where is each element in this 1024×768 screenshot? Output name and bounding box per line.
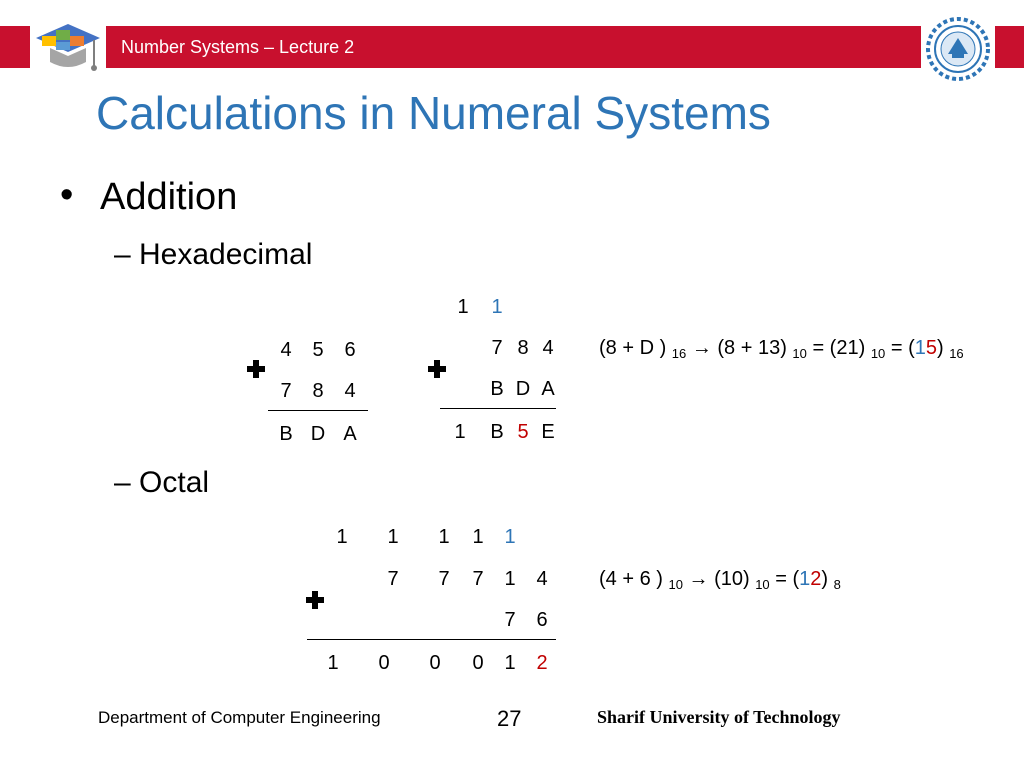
result-digit: 1 bbox=[454, 421, 466, 443]
octal-conversion-expression: (4 + 6 ) $_{10}$ → (10) $_{10}$ = (12) $_8$ bbox=[599, 568, 841, 592]
slide-title: Calculations in Numeral Systems bbox=[96, 87, 771, 139]
digit: B bbox=[490, 378, 504, 400]
lecture-title: Number Systems – Lecture 2 bbox=[121, 37, 355, 57]
carry-digit: 1 bbox=[438, 526, 450, 548]
result-digit: D bbox=[310, 423, 326, 445]
digit: 4 bbox=[536, 568, 548, 590]
result-digit: B bbox=[490, 421, 504, 443]
carry-digit: 1 bbox=[504, 526, 516, 548]
digit: D bbox=[515, 378, 531, 400]
digit: 7 bbox=[438, 568, 450, 590]
result-digit: 0 bbox=[429, 652, 441, 674]
digit: 4 bbox=[280, 339, 292, 361]
carry-digit: 1 bbox=[387, 526, 399, 548]
sum-line bbox=[307, 639, 556, 640]
hex-conversion-expression: (8 + D ) $_{16}$ → (8 + 13) $_{10}$ = (21) $_{10}$ = (15) $_{16}$ bbox=[599, 337, 964, 361]
digit: 7 bbox=[491, 337, 503, 359]
result-digit: A bbox=[343, 423, 357, 445]
digit: 7 bbox=[504, 609, 516, 631]
digit: 1 bbox=[504, 568, 516, 590]
result-digit: 2 bbox=[536, 652, 548, 674]
carry-digit: 1 bbox=[336, 526, 348, 548]
digit: 7 bbox=[387, 568, 399, 590]
sub-bullet-octal: – Octal bbox=[114, 466, 210, 499]
plus-icon bbox=[304, 589, 326, 616]
digit: 5 bbox=[312, 339, 324, 361]
result-digit: E bbox=[541, 421, 555, 443]
digit: 7 bbox=[280, 380, 292, 402]
bullet-addition: Addition bbox=[100, 176, 238, 218]
sharif-university-seal-icon bbox=[921, 14, 995, 84]
plus-icon bbox=[245, 358, 267, 385]
digit: 8 bbox=[517, 337, 529, 359]
sum-line bbox=[440, 408, 556, 409]
graduation-cap-logo-icon bbox=[30, 14, 106, 84]
carry-digit: 1 bbox=[457, 296, 469, 318]
plus-icon bbox=[426, 358, 448, 385]
bullet-dot: • bbox=[60, 174, 74, 216]
result-digit: 0 bbox=[378, 652, 390, 674]
sum-line bbox=[268, 410, 368, 411]
digit: 7 bbox=[472, 568, 484, 590]
digit: A bbox=[541, 378, 555, 400]
result-digit: 1 bbox=[327, 652, 339, 674]
digit: 6 bbox=[536, 609, 548, 631]
result-digit: B bbox=[279, 423, 293, 445]
digit: 4 bbox=[542, 337, 554, 359]
carry-digit: 1 bbox=[491, 296, 503, 318]
page-number: 27 bbox=[497, 706, 522, 731]
carry-digit: 1 bbox=[472, 526, 484, 548]
digit: 6 bbox=[344, 339, 356, 361]
footer-university: Sharif University of Technology bbox=[597, 707, 841, 727]
digit: 4 bbox=[344, 380, 356, 402]
footer-department: Department of Computer Engineering bbox=[98, 708, 381, 727]
sub-bullet-hexadecimal: – Hexadecimal bbox=[114, 238, 313, 271]
result-digit: 0 bbox=[472, 652, 484, 674]
result-digit: 5 bbox=[517, 421, 529, 443]
result-digit: 1 bbox=[504, 652, 516, 674]
digit: 8 bbox=[312, 380, 324, 402]
